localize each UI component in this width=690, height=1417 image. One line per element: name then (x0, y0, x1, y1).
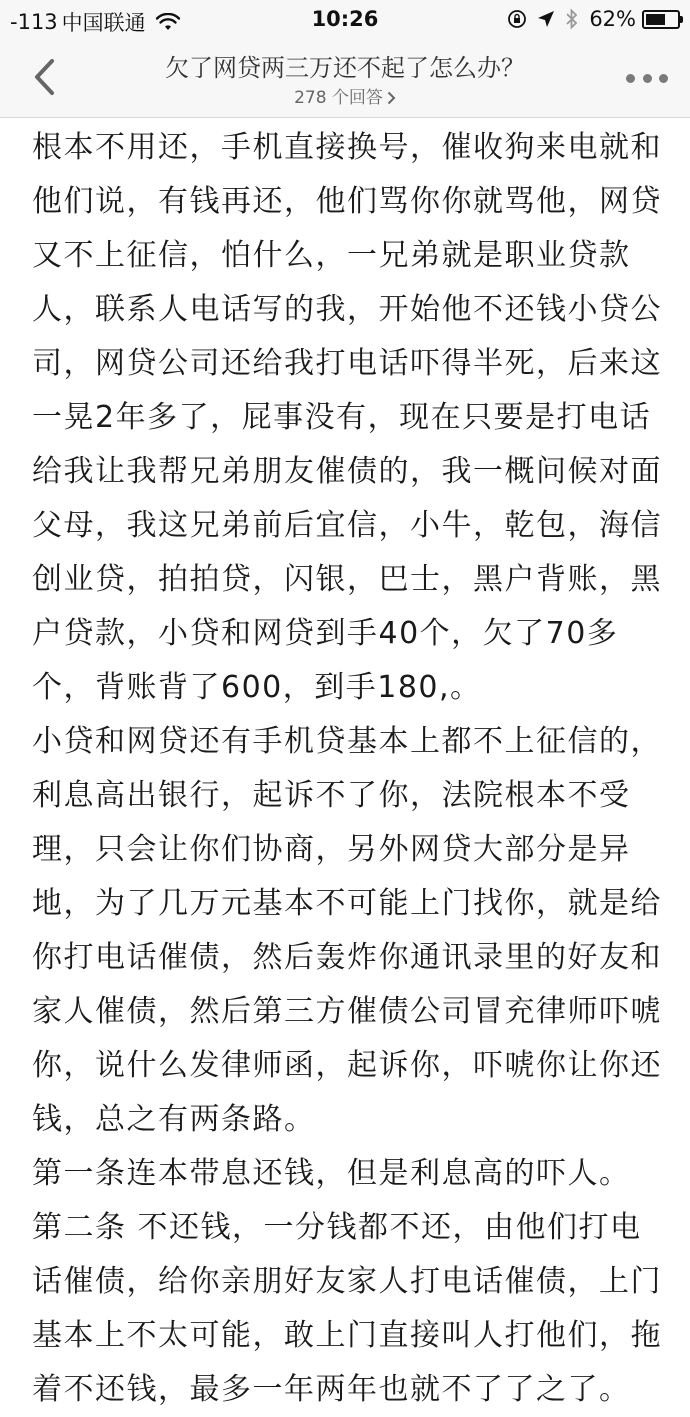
answer-content (32, 121, 672, 1417)
more-icon-dot (626, 74, 635, 83)
battery-icon (642, 10, 680, 29)
answer-count-link[interactable] (90, 83, 600, 108)
question-title: 欠了网贷两三万还不起了怎么办？ (165, 54, 525, 82)
answer-paragraph: 根本不用还，手机直接换号，催收狗来电就和他们说，有钱再还，他们骂你你就骂他，网贷又不上征信，怕什么，一兄弟就是职业贷款人，联系人电话写的我，开始他不还钱小贷公司，网贷公司还给我打电话吓得半死，后来这一晃2年多了，屁事没有，现在只要是打电话给我让我帮兄弟朋友催债的，我一概问候对面父母，我这兄弟前后宜信，小牛，乾包，海信创业贷，拍拍贷，闪银，巴士，黑户背账，黑户贷款，小贷和网贷到手40个，欠了70多个，背账背了600，到手180,。 (32, 130, 662, 705)
nav-bar (0, 40, 690, 118)
location-arrow-icon (537, 10, 555, 28)
signal-strength: -113 (10, 10, 58, 34)
carrier-name: 中国联通 (61, 11, 146, 35)
answer-count-label: 278 个回答 (294, 88, 383, 108)
battery-percent: 62% (589, 7, 636, 31)
chevron-right-icon (387, 91, 396, 105)
answer-paragraph: 第一条连本带息还钱，但是利息高的吓人。 (32, 1156, 631, 1191)
chevron-left-icon (31, 57, 57, 97)
more-icon-dot (643, 74, 652, 83)
status-time: 10:26 (311, 7, 379, 31)
answer-paragraph: 第二条 不还钱，一分钱都不还，由他们打电话催债，给你亲朋好友家人打电话催债，上门基本上不太可能，敢上门直接叫人打他们，拖着不还钱，最多一年两年也就不了了之了。 (32, 1210, 662, 1407)
status-right (507, 7, 680, 31)
answer-paragraph: 小贷和网贷还有手机贷基本上都不上征信的，利息高出银行，起诉不了你，法院根本不受理，只会让你们协商，另外网贷大部分是异地，为了几万元基本不可能上门找你，就是给你打电话催债，然后轰炸你通讯录里的好友和家人催债，然后第三方催债公司冒充律师吓唬你，说什么发律师函，起诉你，吓唬你让你还钱，总之有两条路。 (32, 724, 662, 1137)
status-bar (0, 0, 690, 40)
back-button[interactable] (22, 52, 66, 102)
rotation-lock-icon (507, 9, 527, 29)
bluetooth-icon (565, 8, 579, 30)
battery-fill (646, 14, 665, 25)
more-icon-dot (659, 74, 668, 83)
more-button[interactable] (626, 60, 668, 96)
